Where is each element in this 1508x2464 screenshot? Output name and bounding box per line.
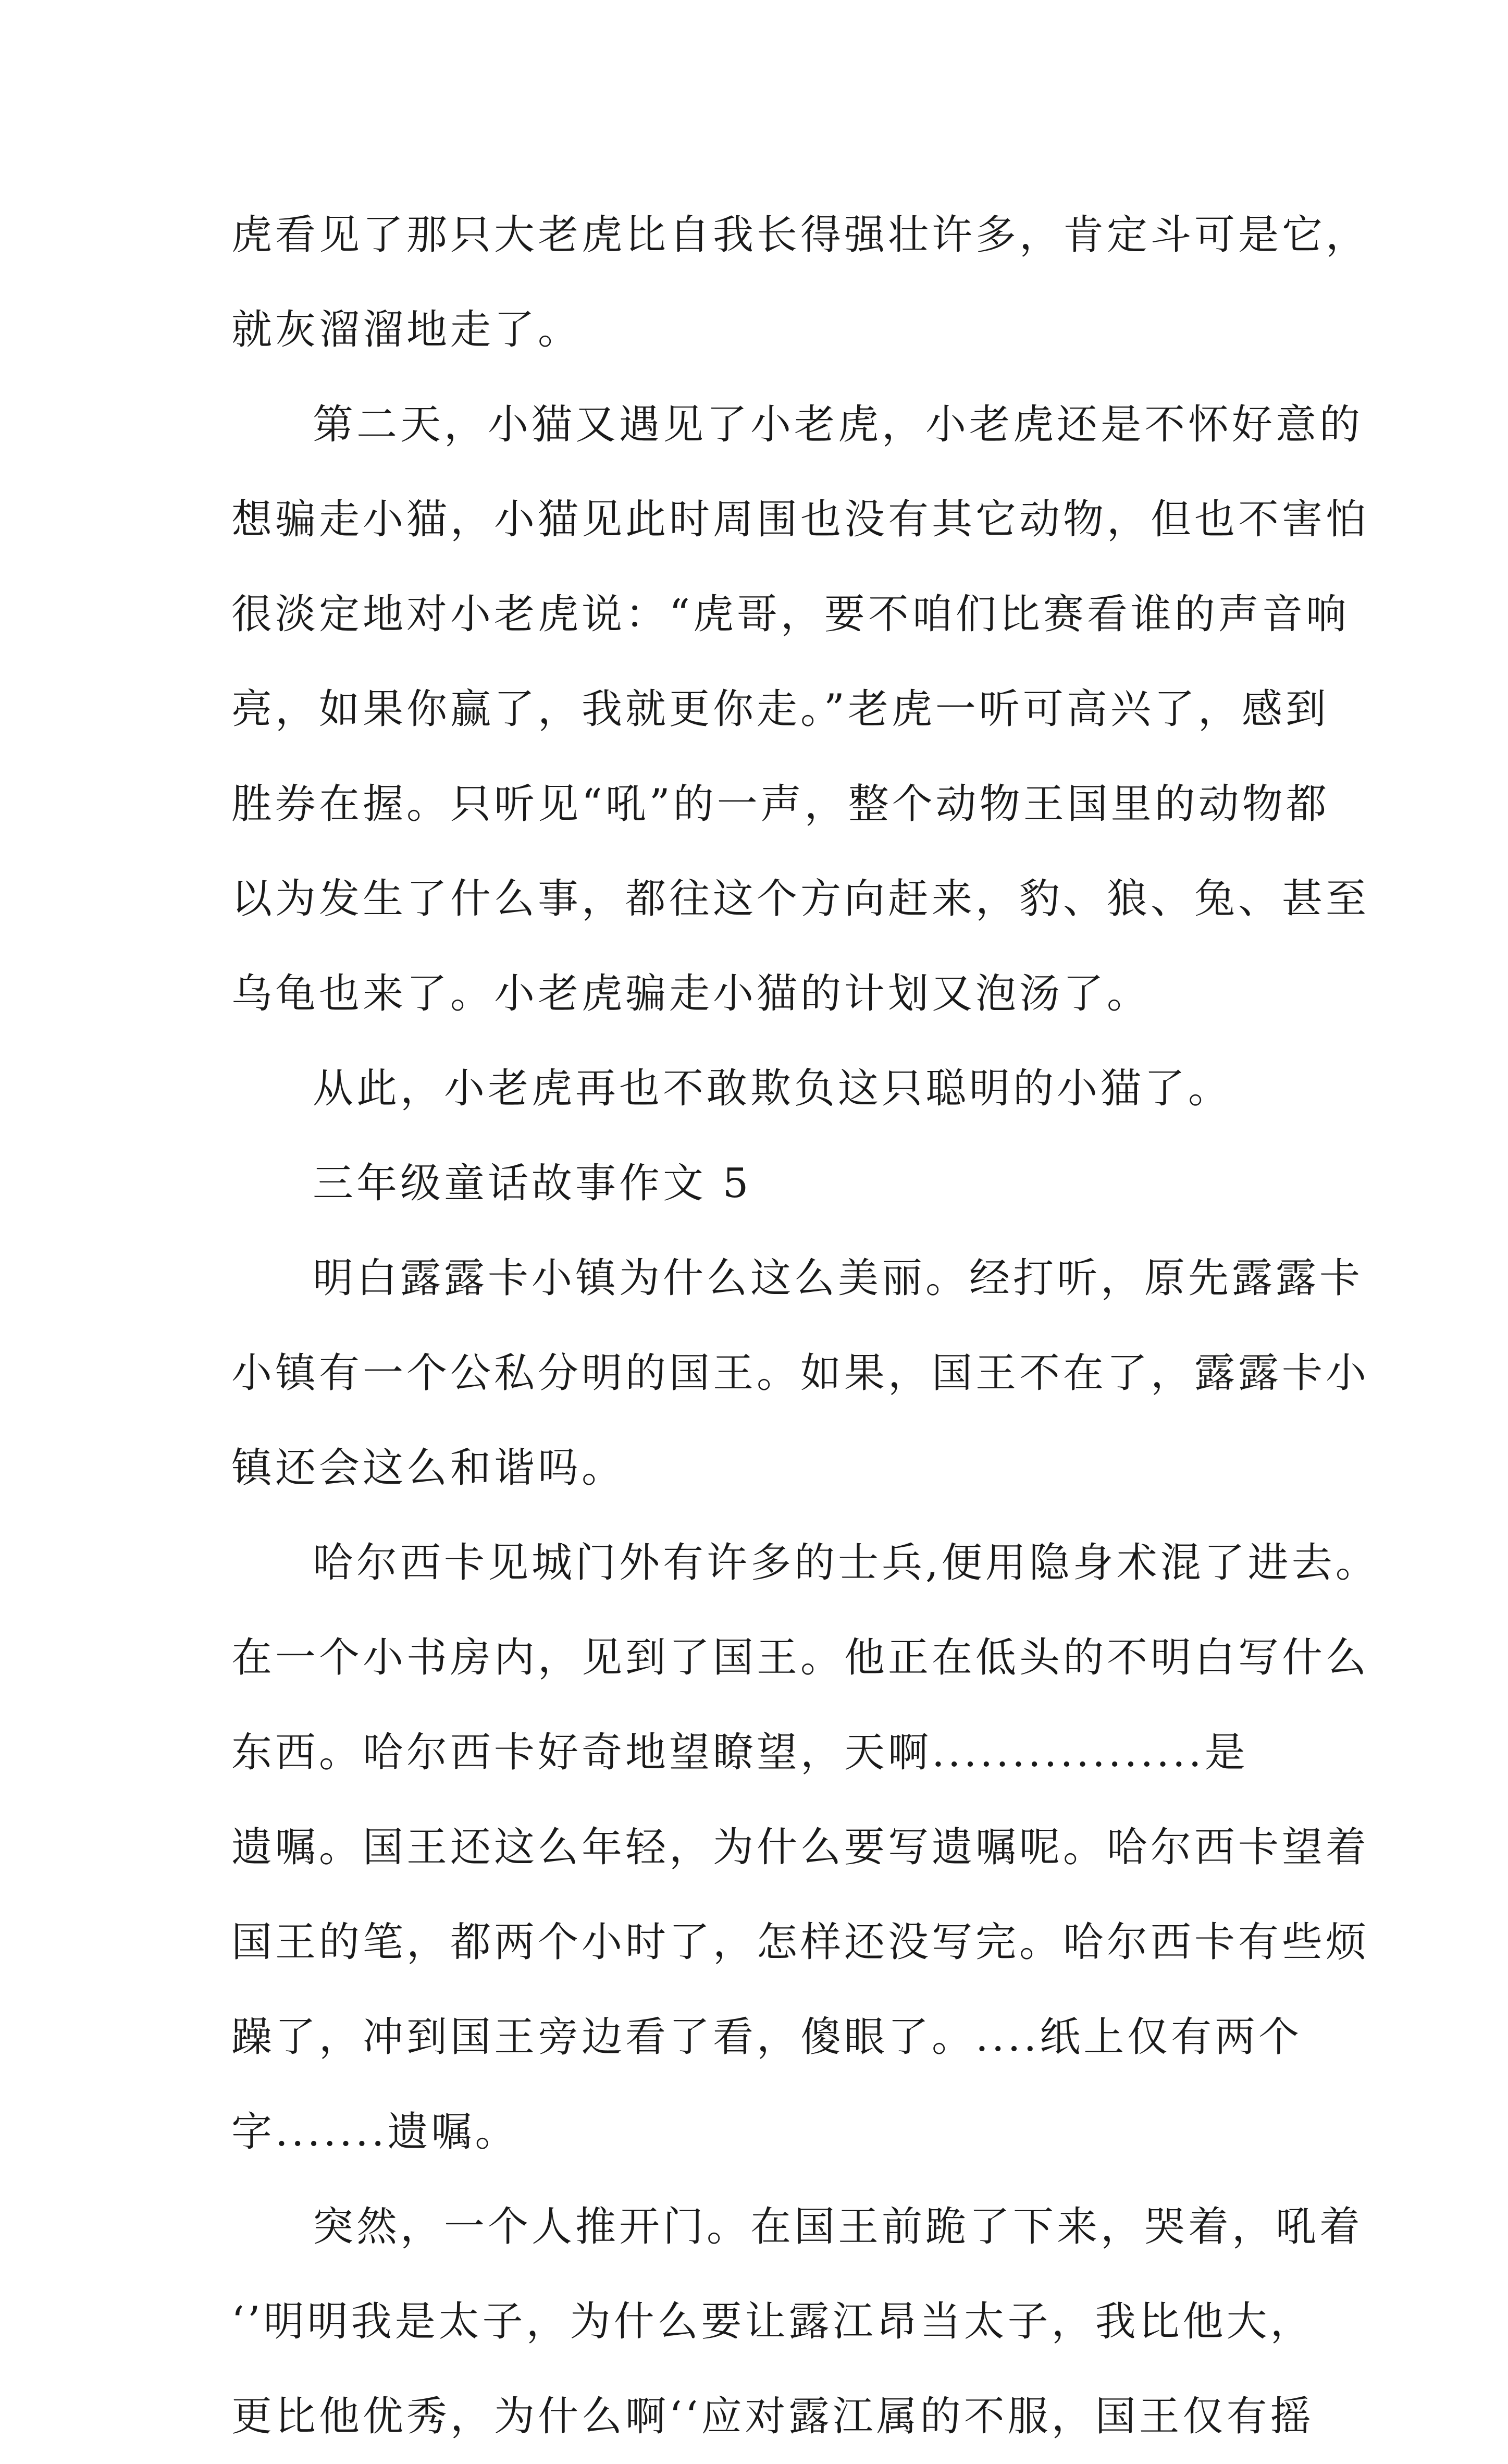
- text-line: 东西。哈尔西卡好奇地望瞭望，天啊.................是: [231, 1729, 1249, 1776]
- section-heading: 三年级童话故事作文 5: [313, 1160, 752, 1207]
- text-line: 国王的笔，都两个小时了，怎样还没写完。哈尔西卡有些烦: [231, 1919, 1370, 1966]
- text-line: 镇还会这么和谐吗。: [231, 1445, 626, 1492]
- text-line: 小镇有一个公私分明的国王。如果，国王不在了，露露卡小: [231, 1350, 1370, 1397]
- text-line: 亮，如果你赢了，我就更你走。”老虎一听可高兴了，感到: [231, 686, 1329, 733]
- text-line: 明白露露卡小镇为什么这么美丽。经打听，原先露露卡: [313, 1255, 1364, 1302]
- body-text: [231, 188, 1379, 2464]
- text-line: 想骗走小猫，小猫见此时周围也没有其它动物，但也不害怕: [231, 496, 1370, 543]
- text-line: 就灰溜溜地走了。: [231, 306, 582, 353]
- text-line: 哈尔西卡见城门外有许多的士兵,便用隐身术混了进去。: [313, 1539, 1379, 1586]
- text-line: 从此，小老虎再也不敢欺负这只聪明的小猫了。: [313, 1065, 1232, 1112]
- text-line: 以为发生了什么事，都往这个方向赶来，豹、狼、兔、甚至: [231, 876, 1370, 922]
- text-line: 第二天，小猫又遇见了小老虎，小老虎还是不怀好意的: [313, 401, 1364, 448]
- text-line: 更比他优秀，为什么啊‘‘应对露江属的不服，国王仅有摇: [231, 2393, 1314, 2440]
- text-line: 虎看见了那只大老虎比自我长得强壮许多，肯定斗可是它，: [231, 212, 1370, 258]
- text-line: ‘’明明我是太子，为什么要让露江昂当太子，我比他大，: [231, 2298, 1314, 2345]
- text-line: 乌龟也来了。小老虎骗走小猫的计划又泡汤了。: [231, 970, 1151, 1017]
- text-line: 很淡定地对小老虎说：“虎哥，要不咱们比赛看谁的声音响: [231, 591, 1350, 638]
- text-line: 在一个小书房内，见到了国王。他正在低头的不明白写什么: [231, 1634, 1370, 1681]
- text-line: 躁了，冲到国王旁边看了看，傻眼了。....纸上仅有两个: [231, 2014, 1303, 2061]
- text-line: 字.......遗嘱。: [231, 2109, 519, 2155]
- text-line: 遗嘱。国王还这么年轻，为什么要写遗嘱呢。哈尔西卡望着: [231, 1824, 1370, 1871]
- text-line: 胜券在握。只听见“吼”的一声，整个动物王国里的动物都: [231, 781, 1330, 828]
- text-line: 突然，一个人推开门。在国王前跪了下来，哭着，吼着: [313, 2203, 1364, 2250]
